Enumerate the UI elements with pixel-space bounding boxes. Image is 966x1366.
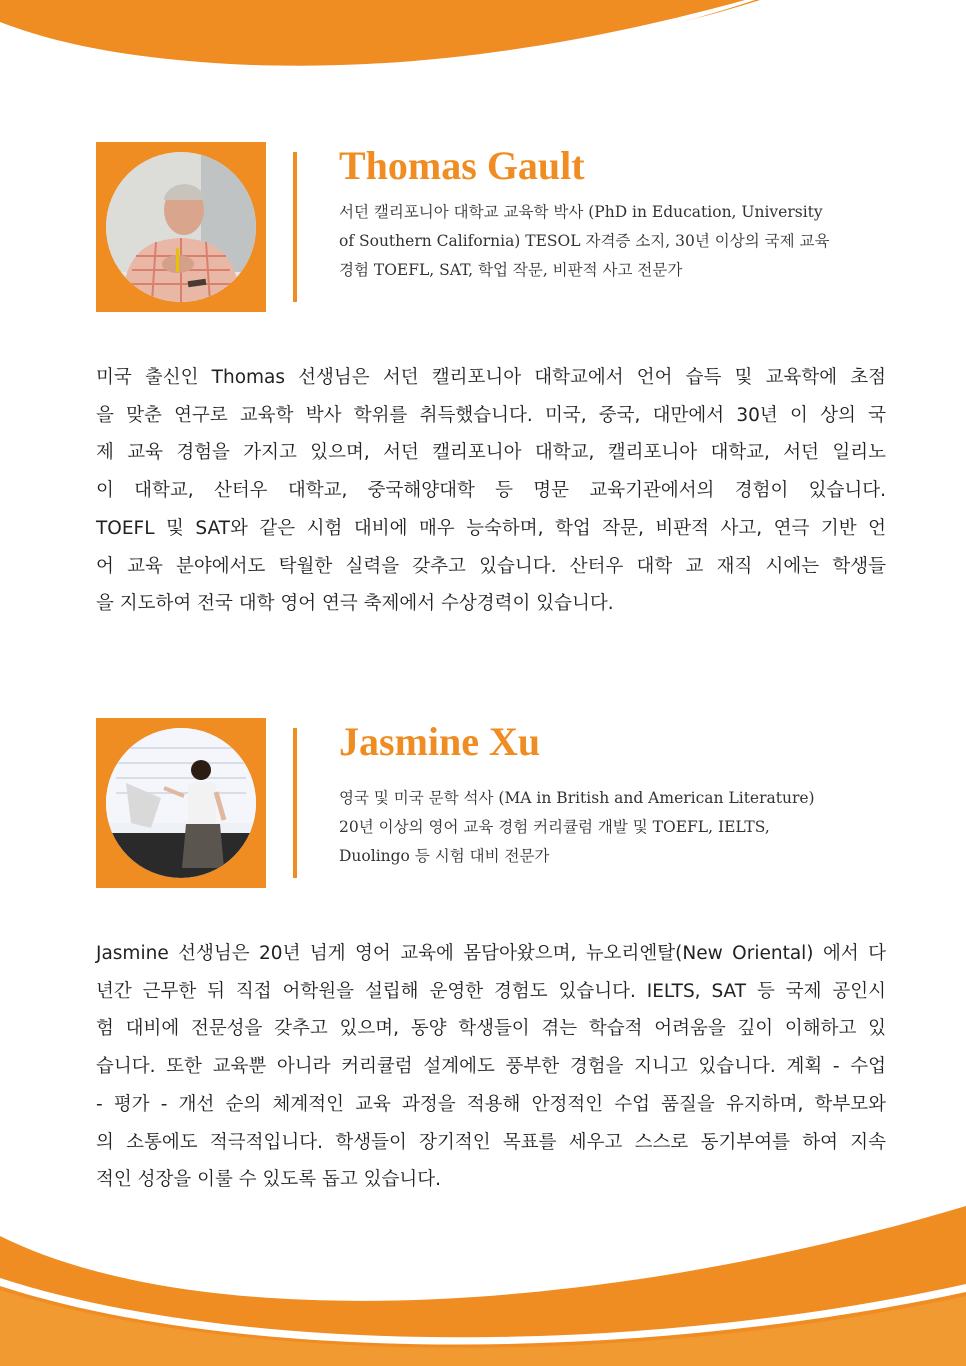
teacher-name: Thomas Gault bbox=[339, 143, 585, 188]
portrait-photo bbox=[106, 152, 256, 302]
vertical-divider bbox=[293, 728, 297, 878]
bio-line: 제 교육 경험을 가지고 있으며, 서던 캘리포니아 대학교, 캘리포니아 대학교, 서던 일리노 bbox=[96, 442, 886, 464]
credentials bbox=[339, 784, 859, 871]
credential-line: 20년 이상의 영어 교육 경험 커리큘럼 개발 및 TOEFL, IELTS, bbox=[339, 818, 770, 836]
bio-line: Jasmine 선생님은 20년 넘게 영어 교육에 몸담아왔으며, 뉴오리엔탈(New Oriental) 에서 다 bbox=[96, 943, 886, 964]
bio-line: 을 맞춘 연구로 교육학 박사 학위를 취득했습니다. 미국, 중국, 대만에서 30년 이 상의 국 bbox=[96, 404, 886, 426]
bio-line: TOEFL 및 SAT와 같은 시험 대비에 매우 능숙하며, 학업 작문, 비판적 사고, 연극 기반 언 bbox=[96, 517, 886, 539]
bio-line: 이 대학교, 산터우 대학교, 중국해양대학 등 명문 교육기관에서의 경험이 있습니다. bbox=[96, 480, 886, 502]
bio-line: - 평가 - 개선 순의 체계적인 교육 과정을 적용해 안정적인 수업 품질을 유지하며, 학부모와 bbox=[96, 1093, 886, 1115]
bio-line: 습니다. 또한 교육뿐 아니라 커리큘럼 설계에도 풍부한 경험을 지니고 있습니다. 계획 - 수업 bbox=[96, 1056, 886, 1078]
photo-frame bbox=[96, 718, 266, 888]
bio-line: 년간 근무한 뒤 직접 어학원을 설립해 운영한 경험도 있습니다. IELTS, SAT 등 국제 공인시 bbox=[96, 980, 886, 1002]
bottom-wave-decoration bbox=[0, 1206, 966, 1366]
classroom-photo bbox=[106, 728, 256, 878]
credentials bbox=[339, 198, 859, 285]
bio-line: 의 소통에도 적극적입니다. 학생들이 장기적인 목표를 세우고 스스로 동기부여를 하여 지속 bbox=[96, 1131, 886, 1153]
teacher-name: Jasmine Xu bbox=[339, 719, 541, 764]
bio-thomas-gault bbox=[96, 359, 886, 623]
vertical-divider bbox=[293, 152, 297, 302]
credential-line: Duolingo 등 시험 대비 전문가 bbox=[339, 847, 550, 865]
credential-line: of Southern California) TESOL 자격증 소지, 30년 이상의 국제 교육 bbox=[339, 232, 830, 250]
bio-line: 적인 성장을 이룰 수 있도록 돕고 있습니다. bbox=[96, 1169, 441, 1191]
bio-line: 험 대비에 전문성을 갖추고 있으며, 동양 학생들이 겪는 학습적 어려움을 깊이 이해하고 있 bbox=[96, 1018, 886, 1040]
bio-line: 을 지도하여 전국 대학 영어 연극 축제에서 수상경력이 있습니다. bbox=[96, 593, 614, 615]
credential-line: 경험 TOEFL, SAT, 학업 작문, 비판적 사고 전문가 bbox=[339, 261, 683, 279]
top-wave-decoration bbox=[0, 0, 966, 90]
bio-jasmine-xu bbox=[96, 935, 886, 1199]
credential-line: 영국 및 미국 문학 석사 (MA in British and American Literature) bbox=[339, 789, 815, 807]
credential-line: 서던 캘리포니아 대학교 교육학 박사 (PhD in Education, University bbox=[339, 203, 823, 221]
bio-line: 미국 출신인 Thomas 선생님은 서던 캘리포니아 대학교에서 언어 습득 및 교육학에 초점 bbox=[96, 367, 886, 388]
photo-frame bbox=[96, 142, 266, 312]
bio-line: 어 교육 분야에서도 탁월한 실력을 갖추고 있습니다. 산터우 대학 교 재직 시에는 학생들 bbox=[96, 555, 886, 577]
